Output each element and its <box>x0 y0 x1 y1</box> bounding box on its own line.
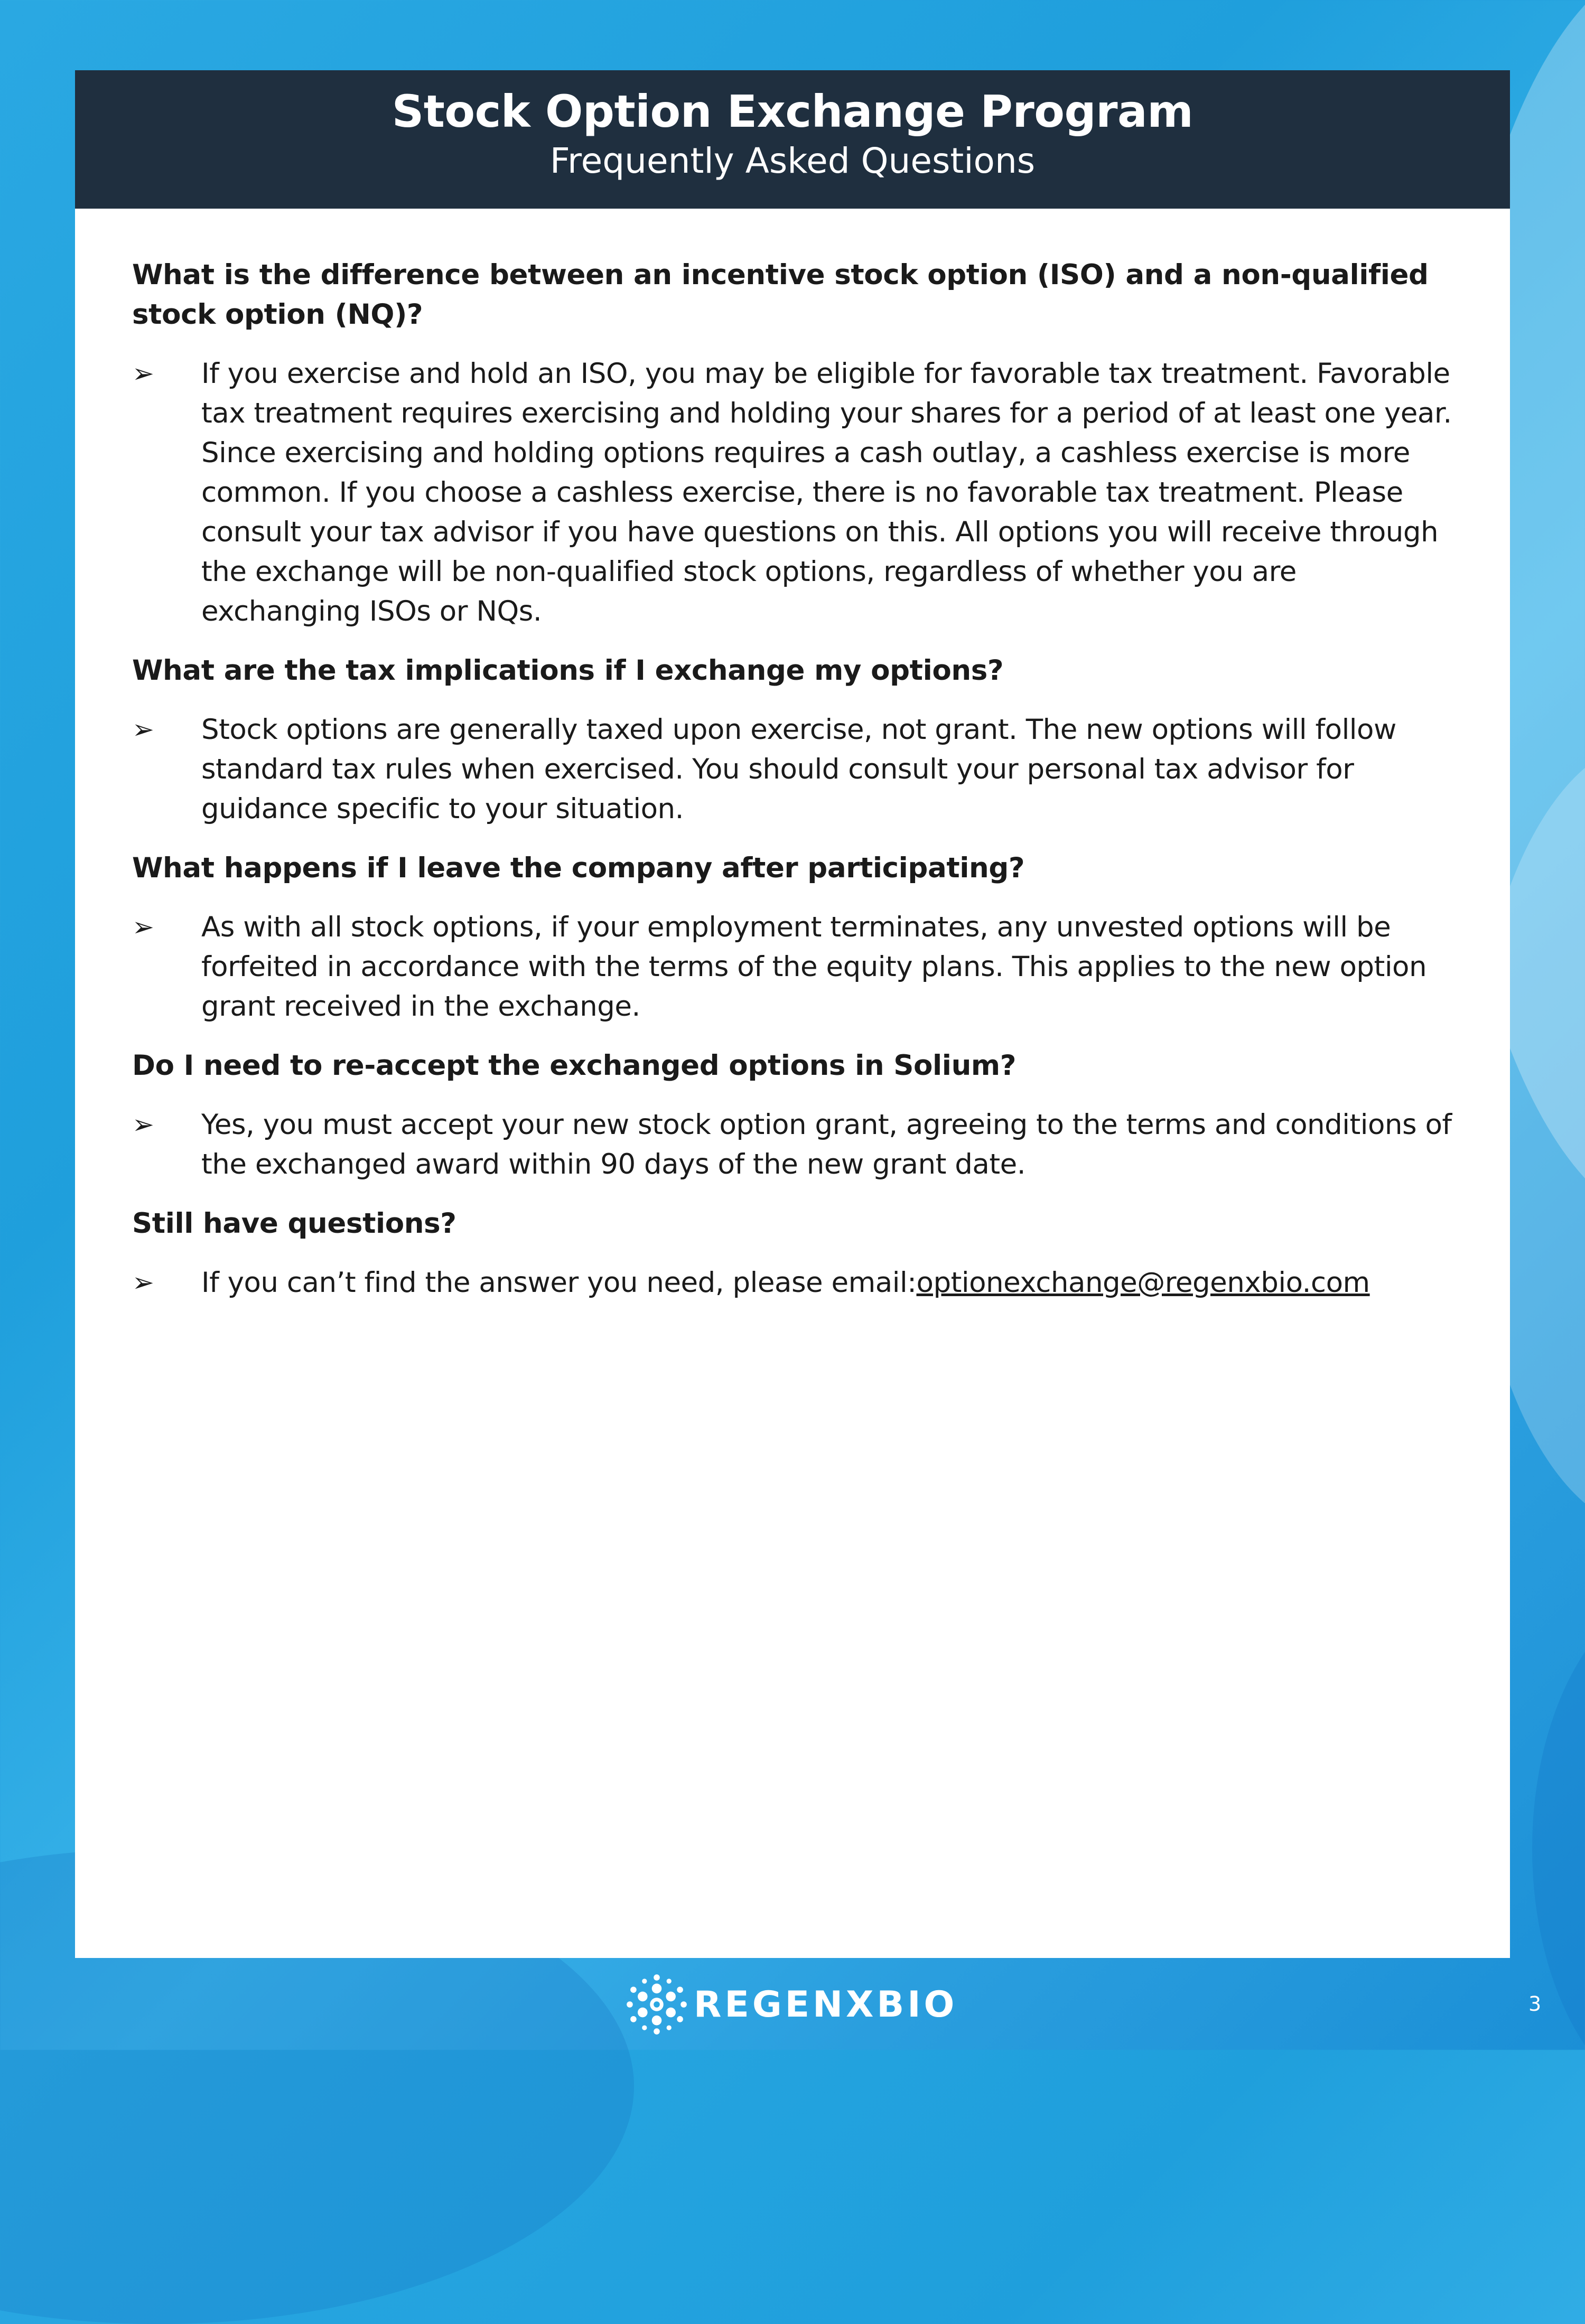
faq-answer-text: As with all stock options, if your employment terminates, any unvested options will be forfeited in accordance with the terms of the equity plans. This applies to the new option grant received in the exchange. <box>201 911 1427 1023</box>
page-header <box>75 70 1510 209</box>
faq-answer <box>132 354 1462 631</box>
faq-answer-text: Yes, you must accept your new stock option grant, agreeing to the terms and conditions of the exchanged award within 90 days of the new grant date. <box>201 1109 1452 1180</box>
arrow-bullet-icon: ➢ <box>132 1267 154 1298</box>
logo-wordmark: REGENXBIO <box>694 1983 958 2026</box>
arrow-bullet-icon: ➢ <box>132 714 154 745</box>
page-title: Stock Option Exchange Program <box>391 86 1194 137</box>
arrow-bullet-icon: ➢ <box>132 358 154 389</box>
faq-answer <box>132 1105 1462 1184</box>
faq-question: What is the difference between an incentive stock option (ISO) and a non-qualified stock option (NQ)? <box>132 259 1429 331</box>
faq-answer <box>132 907 1462 1026</box>
faq-answer-text: Stock options are generally taxed upon exercise, not grant. The new options will follow standard tax rules when exercised. You should consult your personal tax advisor for guidance specific to your situation. <box>201 714 1396 825</box>
page-subtitle: Frequently Asked Questions <box>549 140 1036 181</box>
regenxbio-logo <box>626 1973 957 2036</box>
regenxbio-logo-icon <box>626 1974 687 2035</box>
faq-answer-text: If you exercise and hold an ISO, you may be eligible for favorable tax treatment. Favorable tax treatment requires exercising and holding your shares for a period of at least one year. Since exercising and holding options requires a cash outlay, a cashless exercise is more common. If you choose a cashless exercise, there is no favorable tax treatment. Please consult your tax advisor if you have questions on this. All options you will receive through the exchange will be non-qualified stock options, regardless of whether you are exchanging ISOs or NQs. <box>201 358 1452 627</box>
faq-question: What are the tax implications if I exchange my options? <box>132 654 1004 687</box>
contact-email-link[interactable]: optionexchange@regenxbio.com <box>916 1267 1370 1299</box>
background-wave <box>1532 1585 1585 2113</box>
faq-answer <box>132 710 1462 829</box>
faq-question: Still have questions? <box>132 1207 456 1240</box>
faq-question: Do I need to re-accept the exchanged options in Solium? <box>132 1049 1017 1082</box>
faq-content <box>75 209 1510 1302</box>
document-page <box>75 70 1510 1958</box>
page-number: 3 <box>1528 1992 1542 2016</box>
faq-answer-text <box>201 1263 1462 1302</box>
arrow-bullet-icon: ➢ <box>132 912 154 942</box>
faq-question: What happens if I leave the company after participating? <box>132 852 1025 884</box>
faq-answer <box>132 1263 1462 1302</box>
contact-prompt: If you can’t find the answer you need, please email: <box>201 1267 917 1299</box>
arrow-bullet-icon: ➢ <box>132 1109 154 1140</box>
